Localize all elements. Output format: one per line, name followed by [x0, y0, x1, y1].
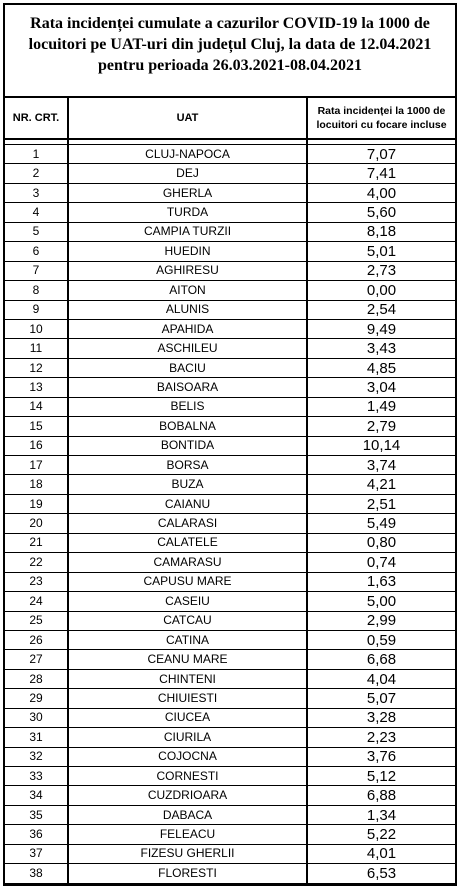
- table-row: [5, 553, 455, 572]
- row-rate: 9,49: [307, 319, 455, 338]
- row-number: 31: [5, 728, 68, 747]
- table-row: [5, 708, 455, 727]
- row-number: 15: [5, 417, 68, 436]
- row-uat: CIUCEA: [68, 708, 307, 727]
- row-number: 32: [5, 747, 68, 766]
- table-row: [5, 669, 455, 688]
- row-rate: 0,00: [307, 281, 455, 300]
- row-rate: 1,49: [307, 397, 455, 416]
- row-number: 36: [5, 825, 68, 844]
- table-row: [5, 844, 455, 863]
- row-uat: CHINTENI: [68, 669, 307, 688]
- row-uat: CASEIU: [68, 592, 307, 611]
- row-uat: CAIANU: [68, 494, 307, 513]
- row-number: 18: [5, 475, 68, 494]
- title-line-1: Rata incidenței cumulate a cazurilor COVID-19 la 1000 de: [30, 15, 430, 32]
- row-uat: CUZDRIOARA: [68, 786, 307, 805]
- row-uat: CALATELE: [68, 533, 307, 552]
- row-number: 22: [5, 553, 68, 572]
- report-sheet: [3, 3, 457, 886]
- table-row: [5, 164, 455, 183]
- row-number: 6: [5, 242, 68, 261]
- row-rate: 5,49: [307, 514, 455, 533]
- table-row: [5, 514, 455, 533]
- row-number: 27: [5, 650, 68, 669]
- table-row: [5, 397, 455, 416]
- row-uat: AGHIRESU: [68, 261, 307, 280]
- row-uat: CALARASI: [68, 514, 307, 533]
- header-uat: UAT: [68, 98, 307, 139]
- row-uat: GHERLA: [68, 183, 307, 202]
- row-rate: 4,00: [307, 183, 455, 202]
- table-row: [5, 222, 455, 241]
- row-rate: 4,85: [307, 358, 455, 377]
- table-row: [5, 864, 455, 883]
- row-rate: 3,04: [307, 378, 455, 397]
- table-row: [5, 689, 455, 708]
- table-row: [5, 475, 455, 494]
- row-uat: DABACA: [68, 805, 307, 824]
- row-number: 14: [5, 397, 68, 416]
- table-row: [5, 358, 455, 377]
- row-rate: 2,99: [307, 611, 455, 630]
- table-row: [5, 456, 455, 475]
- row-number: 37: [5, 844, 68, 863]
- row-number: 12: [5, 358, 68, 377]
- table-row: [5, 592, 455, 611]
- table-row: [5, 300, 455, 319]
- row-number: 7: [5, 261, 68, 280]
- row-uat: CLUJ-NAPOCA: [68, 145, 307, 164]
- table-row: [5, 650, 455, 669]
- row-number: 30: [5, 708, 68, 727]
- row-number: 9: [5, 300, 68, 319]
- row-uat: BOBALNA: [68, 417, 307, 436]
- table-row: [5, 145, 455, 164]
- row-uat: DEJ: [68, 164, 307, 183]
- row-rate: 2,79: [307, 417, 455, 436]
- row-number: 24: [5, 592, 68, 611]
- row-rate: 1,63: [307, 572, 455, 591]
- row-number: 34: [5, 786, 68, 805]
- table-row: [5, 339, 455, 358]
- table-row: [5, 242, 455, 261]
- row-rate: 5,22: [307, 825, 455, 844]
- row-uat: CATINA: [68, 630, 307, 649]
- row-rate: 5,12: [307, 767, 455, 786]
- row-uat: APAHIDA: [68, 319, 307, 338]
- row-rate: 10,14: [307, 436, 455, 455]
- row-number: 26: [5, 630, 68, 649]
- row-number: 28: [5, 669, 68, 688]
- table-row: [5, 533, 455, 552]
- row-rate: 4,21: [307, 475, 455, 494]
- row-uat: BACIU: [68, 358, 307, 377]
- row-uat: HUEDIN: [68, 242, 307, 261]
- row-rate: 3,43: [307, 339, 455, 358]
- row-number: 3: [5, 183, 68, 202]
- row-uat: BELIS: [68, 397, 307, 416]
- row-rate: 8,18: [307, 222, 455, 241]
- row-uat: CHIUIESTI: [68, 689, 307, 708]
- row-uat: FELEACU: [68, 825, 307, 844]
- row-number: 17: [5, 456, 68, 475]
- table-row: [5, 203, 455, 222]
- row-number: 5: [5, 222, 68, 241]
- row-number: 11: [5, 339, 68, 358]
- row-rate: 0,59: [307, 630, 455, 649]
- table-row: [5, 572, 455, 591]
- table-body: [5, 139, 455, 883]
- row-rate: 1,34: [307, 805, 455, 824]
- row-rate: 4,04: [307, 669, 455, 688]
- table-row: [5, 417, 455, 436]
- row-rate: 4,01: [307, 844, 455, 863]
- row-number: 8: [5, 281, 68, 300]
- row-uat: CORNESTI: [68, 767, 307, 786]
- table-row: [5, 281, 455, 300]
- table-row: [5, 611, 455, 630]
- row-uat: FLORESTI: [68, 864, 307, 883]
- row-number: 20: [5, 514, 68, 533]
- table-row: [5, 786, 455, 805]
- table-row: [5, 183, 455, 202]
- row-rate: 5,07: [307, 689, 455, 708]
- row-uat: CAMARASU: [68, 553, 307, 572]
- row-rate: 2,54: [307, 300, 455, 319]
- report-title: [5, 5, 455, 98]
- row-rate: 0,80: [307, 533, 455, 552]
- row-uat: COJOCNA: [68, 747, 307, 766]
- row-rate: 5,00: [307, 592, 455, 611]
- row-number: 13: [5, 378, 68, 397]
- row-rate: 5,60: [307, 203, 455, 222]
- table-row: [5, 436, 455, 455]
- row-number: 23: [5, 572, 68, 591]
- table-row: [5, 767, 455, 786]
- incidence-table: [5, 98, 455, 884]
- row-number: 4: [5, 203, 68, 222]
- row-uat: BUZA: [68, 475, 307, 494]
- table-row: [5, 319, 455, 338]
- row-number: 1: [5, 145, 68, 164]
- row-rate: 7,41: [307, 164, 455, 183]
- row-rate: 3,28: [307, 708, 455, 727]
- title-line-2: locuitori pe UAT-uri din județul Cluj, la data de 12.04.2021: [28, 36, 432, 53]
- row-number: 38: [5, 864, 68, 883]
- row-uat: ALUNIS: [68, 300, 307, 319]
- table-row: [5, 494, 455, 513]
- row-rate: 2,73: [307, 261, 455, 280]
- row-number: 2: [5, 164, 68, 183]
- row-number: 29: [5, 689, 68, 708]
- title-line-3: pentru perioada 26.03.2021-08.04.2021: [98, 57, 362, 74]
- row-number: 21: [5, 533, 68, 552]
- table-row: [5, 805, 455, 824]
- row-rate: 0,74: [307, 553, 455, 572]
- row-number: 16: [5, 436, 68, 455]
- row-rate: 3,74: [307, 456, 455, 475]
- row-rate: 7,07: [307, 145, 455, 164]
- row-uat: FIZESU GHERLII: [68, 844, 307, 863]
- header-rate: Rata incidenței la 1000 de locuitori cu focare incluse: [307, 98, 455, 139]
- row-rate: 6,68: [307, 650, 455, 669]
- row-uat: ASCHILEU: [68, 339, 307, 358]
- row-uat: TURDA: [68, 203, 307, 222]
- row-uat: BONTIDA: [68, 436, 307, 455]
- row-number: 19: [5, 494, 68, 513]
- row-number: 25: [5, 611, 68, 630]
- row-uat: CIURILA: [68, 728, 307, 747]
- row-rate: 2,51: [307, 494, 455, 513]
- row-rate: 6,53: [307, 864, 455, 883]
- table-row: [5, 728, 455, 747]
- row-number: 33: [5, 767, 68, 786]
- row-uat: BAISOARA: [68, 378, 307, 397]
- table-row: [5, 747, 455, 766]
- row-uat: CAPUSU MARE: [68, 572, 307, 591]
- table-row: [5, 261, 455, 280]
- header-nr-crt: NR. CRT.: [5, 98, 68, 139]
- table-row: [5, 825, 455, 844]
- row-uat: BORSA: [68, 456, 307, 475]
- row-number: 10: [5, 319, 68, 338]
- row-number: 35: [5, 805, 68, 824]
- table-row: [5, 630, 455, 649]
- table-header-row: [5, 98, 455, 139]
- row-rate: 6,88: [307, 786, 455, 805]
- row-uat: AITON: [68, 281, 307, 300]
- row-uat: CATCAU: [68, 611, 307, 630]
- row-rate: 2,23: [307, 728, 455, 747]
- row-rate: 3,76: [307, 747, 455, 766]
- row-rate: 5,01: [307, 242, 455, 261]
- row-uat: CAMPIA TURZII: [68, 222, 307, 241]
- row-uat: CEANU MARE: [68, 650, 307, 669]
- table-row: [5, 378, 455, 397]
